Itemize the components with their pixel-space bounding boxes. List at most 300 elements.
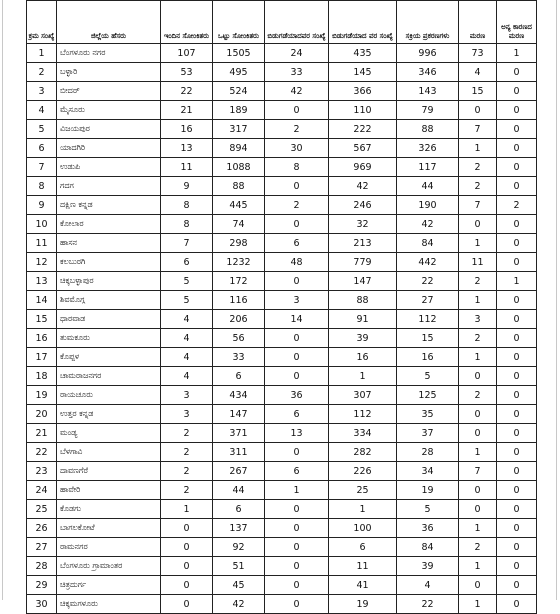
- table-row: [27, 481, 537, 500]
- discharged-today-cell: 48: [265, 253, 329, 272]
- serial-cell: 9: [27, 196, 57, 215]
- district-cell: ಕಲಬುರಗಿ: [57, 253, 161, 272]
- active-cases-cell: 22: [397, 272, 459, 291]
- table-row: [27, 82, 537, 101]
- discharged-today-cell: 33: [265, 63, 329, 82]
- deaths-cell: 7: [459, 120, 497, 139]
- discharged-today-cell: 0: [265, 557, 329, 576]
- other-deaths-cell: 0: [497, 424, 537, 443]
- serial-cell: 3: [27, 82, 57, 101]
- active-cases-cell: 996: [397, 44, 459, 63]
- total-cases-cell: 74: [213, 215, 265, 234]
- discharged-today-cell: 0: [265, 538, 329, 557]
- discharged-total-cell: 334: [329, 424, 397, 443]
- active-cases-cell: 16: [397, 348, 459, 367]
- discharged-total-cell: 307: [329, 386, 397, 405]
- active-cases-cell: 27: [397, 291, 459, 310]
- table-row: [27, 386, 537, 405]
- discharged-today-cell: 6: [265, 462, 329, 481]
- serial-cell: 26: [27, 519, 57, 538]
- table-row: [27, 177, 537, 196]
- discharged-total-cell: 91: [329, 310, 397, 329]
- today-cases-cell: 3: [161, 405, 213, 424]
- discharged-total-cell: 145: [329, 63, 397, 82]
- today-cases-cell: 11: [161, 158, 213, 177]
- other-deaths-cell: 0: [497, 215, 537, 234]
- active-cases-cell: 37: [397, 424, 459, 443]
- total-cases-cell: 311: [213, 443, 265, 462]
- serial-cell: 20: [27, 405, 57, 424]
- deaths-cell: 7: [459, 196, 497, 215]
- discharged-total-cell: 112: [329, 405, 397, 424]
- active-cases-cell: 88: [397, 120, 459, 139]
- table-row: [27, 234, 537, 253]
- other-deaths-cell: 0: [497, 538, 537, 557]
- today-cases-cell: 6: [161, 253, 213, 272]
- deaths-cell: 1: [459, 443, 497, 462]
- discharged-today-cell: 0: [265, 101, 329, 120]
- active-cases-cell: 36: [397, 519, 459, 538]
- table-row: [27, 272, 537, 291]
- other-deaths-cell: 0: [497, 386, 537, 405]
- table-row: [27, 63, 537, 82]
- active-cases-cell: 28: [397, 443, 459, 462]
- table-row: [27, 196, 537, 215]
- district-cell: ಶಿವಮೊಗ್ಗ: [57, 291, 161, 310]
- table-row: [27, 329, 537, 348]
- total-cases-cell: 92: [213, 538, 265, 557]
- header-serial-number: ಕ್ರಮ ಸಂಖ್ಯೆ: [27, 1, 57, 44]
- discharged-total-cell: 366: [329, 82, 397, 101]
- discharged-today-cell: 1: [265, 481, 329, 500]
- serial-cell: 27: [27, 538, 57, 557]
- district-cell: ಯಾದಗಿರಿ: [57, 139, 161, 158]
- deaths-cell: 0: [459, 405, 497, 424]
- discharged-total-cell: 226: [329, 462, 397, 481]
- other-deaths-cell: 0: [497, 101, 537, 120]
- discharged-total-cell: 6: [329, 538, 397, 557]
- discharged-today-cell: 0: [265, 443, 329, 462]
- serial-cell: 28: [27, 557, 57, 576]
- deaths-cell: 0: [459, 424, 497, 443]
- today-cases-cell: 3: [161, 386, 213, 405]
- deaths-cell: 2: [459, 177, 497, 196]
- discharged-today-cell: 6: [265, 405, 329, 424]
- deaths-cell: 0: [459, 481, 497, 500]
- table-row: [27, 462, 537, 481]
- total-cases-cell: 1088: [213, 158, 265, 177]
- serial-cell: 15: [27, 310, 57, 329]
- total-cases-cell: 116: [213, 291, 265, 310]
- district-cell: ವಿಜಯಪುರ: [57, 120, 161, 139]
- discharged-today-cell: 3: [265, 291, 329, 310]
- district-cell: ಬಾಗಲಕೋಟೆ: [57, 519, 161, 538]
- deaths-cell: 1: [459, 234, 497, 253]
- discharged-total-cell: 32: [329, 215, 397, 234]
- table-row: [27, 538, 537, 557]
- serial-cell: 4: [27, 101, 57, 120]
- today-cases-cell: 8: [161, 215, 213, 234]
- table-row: [27, 158, 537, 177]
- active-cases-cell: 442: [397, 253, 459, 272]
- deaths-cell: 7: [459, 462, 497, 481]
- other-deaths-cell: 0: [497, 329, 537, 348]
- discharged-today-cell: 0: [265, 329, 329, 348]
- district-cell: ಕೋಲಾರ: [57, 215, 161, 234]
- discharged-total-cell: 213: [329, 234, 397, 253]
- total-cases-cell: 894: [213, 139, 265, 158]
- district-cell: ಕೊಪ್ಪಳ: [57, 348, 161, 367]
- deaths-cell: 4: [459, 63, 497, 82]
- discharged-total-cell: 110: [329, 101, 397, 120]
- table-row: [27, 291, 537, 310]
- deaths-cell: 1: [459, 348, 497, 367]
- district-cell: ತುಮಕೂರು: [57, 329, 161, 348]
- active-cases-cell: 84: [397, 234, 459, 253]
- discharged-today-cell: 2: [265, 120, 329, 139]
- active-cases-cell: 35: [397, 405, 459, 424]
- serial-cell: 13: [27, 272, 57, 291]
- today-cases-cell: 2: [161, 481, 213, 500]
- total-cases-cell: 495: [213, 63, 265, 82]
- today-cases-cell: 4: [161, 329, 213, 348]
- serial-cell: 29: [27, 576, 57, 595]
- header-total-cases: ಒಟ್ಟು ಸೋಂಕಿತರು: [213, 1, 265, 44]
- serial-cell: 24: [27, 481, 57, 500]
- discharged-total-cell: 16: [329, 348, 397, 367]
- deaths-cell: 0: [459, 367, 497, 386]
- today-cases-cell: 22: [161, 82, 213, 101]
- discharged-today-cell: 8: [265, 158, 329, 177]
- discharged-today-cell: 0: [265, 177, 329, 196]
- table-row: [27, 139, 537, 158]
- other-deaths-cell: 0: [497, 576, 537, 595]
- other-deaths-cell: 0: [497, 462, 537, 481]
- district-cell: ಬೆಂಗಳೂರು ಗ್ರಾಮಾಂತರ: [57, 557, 161, 576]
- discharged-today-cell: 0: [265, 272, 329, 291]
- other-deaths-cell: 1: [497, 44, 537, 63]
- serial-cell: 12: [27, 253, 57, 272]
- discharged-total-cell: 100: [329, 519, 397, 538]
- total-cases-cell: 44: [213, 481, 265, 500]
- active-cases-cell: 34: [397, 462, 459, 481]
- district-cell: ರಾಯಚೂರು: [57, 386, 161, 405]
- discharged-today-cell: 0: [265, 576, 329, 595]
- table-row: [27, 443, 537, 462]
- serial-cell: 8: [27, 177, 57, 196]
- page-right-border: [556, 0, 557, 600]
- total-cases-cell: 445: [213, 196, 265, 215]
- today-cases-cell: 0: [161, 595, 213, 614]
- discharged-total-cell: 42: [329, 177, 397, 196]
- active-cases-cell: 143: [397, 82, 459, 101]
- table-row: [27, 310, 537, 329]
- other-deaths-cell: 1: [497, 272, 537, 291]
- discharged-total-cell: 25: [329, 481, 397, 500]
- active-cases-cell: 326: [397, 139, 459, 158]
- discharged-today-cell: 42: [265, 82, 329, 101]
- discharged-total-cell: 41: [329, 576, 397, 595]
- other-deaths-cell: 0: [497, 519, 537, 538]
- deaths-cell: 2: [459, 386, 497, 405]
- today-cases-cell: 4: [161, 367, 213, 386]
- discharged-today-cell: 0: [265, 500, 329, 519]
- total-cases-cell: 33: [213, 348, 265, 367]
- total-cases-cell: 51: [213, 557, 265, 576]
- discharged-total-cell: 969: [329, 158, 397, 177]
- total-cases-cell: 1505: [213, 44, 265, 63]
- district-cell: ಚಿತ್ರದುರ್ಗ: [57, 576, 161, 595]
- active-cases-cell: 19: [397, 481, 459, 500]
- active-cases-cell: 15: [397, 329, 459, 348]
- serial-cell: 25: [27, 500, 57, 519]
- active-cases-cell: 42: [397, 215, 459, 234]
- serial-cell: 18: [27, 367, 57, 386]
- district-cell: ಚಾಮರಾಜನಗರ: [57, 367, 161, 386]
- table-row: [27, 348, 537, 367]
- table-body: [27, 44, 537, 614]
- total-cases-cell: 298: [213, 234, 265, 253]
- discharged-today-cell: 30: [265, 139, 329, 158]
- other-deaths-cell: 0: [497, 348, 537, 367]
- total-cases-cell: 42: [213, 595, 265, 614]
- discharged-today-cell: 2: [265, 196, 329, 215]
- today-cases-cell: 2: [161, 443, 213, 462]
- discharged-total-cell: 282: [329, 443, 397, 462]
- serial-cell: 10: [27, 215, 57, 234]
- other-deaths-cell: 0: [497, 158, 537, 177]
- discharged-total-cell: 19: [329, 595, 397, 614]
- deaths-cell: 0: [459, 500, 497, 519]
- discharged-today-cell: 0: [265, 367, 329, 386]
- today-cases-cell: 21: [161, 101, 213, 120]
- deaths-cell: 1: [459, 291, 497, 310]
- district-cell: ಬಳ್ಳಾರಿ: [57, 63, 161, 82]
- deaths-cell: 0: [459, 101, 497, 120]
- other-deaths-cell: 0: [497, 500, 537, 519]
- active-cases-cell: 22: [397, 595, 459, 614]
- other-deaths-cell: 0: [497, 139, 537, 158]
- other-deaths-cell: 0: [497, 63, 537, 82]
- header-active-cases: ಸಕ್ರಿಯ ಪ್ರಕರಣಗಳು: [397, 1, 459, 44]
- table-row: [27, 367, 537, 386]
- discharged-total-cell: 147: [329, 272, 397, 291]
- serial-cell: 11: [27, 234, 57, 253]
- discharged-total-cell: 11: [329, 557, 397, 576]
- other-deaths-cell: 0: [497, 120, 537, 139]
- district-cell: ಧಾರವಾಡ: [57, 310, 161, 329]
- other-deaths-cell: 0: [497, 481, 537, 500]
- today-cases-cell: 2: [161, 462, 213, 481]
- serial-cell: 14: [27, 291, 57, 310]
- deaths-cell: 1: [459, 519, 497, 538]
- today-cases-cell: 16: [161, 120, 213, 139]
- serial-cell: 21: [27, 424, 57, 443]
- other-deaths-cell: 0: [497, 253, 537, 272]
- today-cases-cell: 0: [161, 538, 213, 557]
- total-cases-cell: 1232: [213, 253, 265, 272]
- discharged-today-cell: 36: [265, 386, 329, 405]
- serial-cell: 6: [27, 139, 57, 158]
- table-row: [27, 44, 537, 63]
- header-today-cases: ಇಂದಿನ ಸೋಂಕಿತರು: [161, 1, 213, 44]
- other-deaths-cell: 0: [497, 443, 537, 462]
- district-cell: ಬೆಂಗಳೂರು ನಗರ: [57, 44, 161, 63]
- serial-cell: 22: [27, 443, 57, 462]
- active-cases-cell: 79: [397, 101, 459, 120]
- active-cases-cell: 112: [397, 310, 459, 329]
- discharged-today-cell: 14: [265, 310, 329, 329]
- district-cell: ಗದಗ: [57, 177, 161, 196]
- table-row: [27, 405, 537, 424]
- serial-cell: 16: [27, 329, 57, 348]
- district-cell: ದಕ್ಷಿಣ ಕನ್ನಡ: [57, 196, 161, 215]
- discharged-total-cell: 1: [329, 500, 397, 519]
- deaths-cell: 11: [459, 253, 497, 272]
- discharged-today-cell: 24: [265, 44, 329, 63]
- active-cases-cell: 190: [397, 196, 459, 215]
- other-deaths-cell: 0: [497, 177, 537, 196]
- active-cases-cell: 5: [397, 500, 459, 519]
- other-deaths-cell: 0: [497, 367, 537, 386]
- serial-cell: 7: [27, 158, 57, 177]
- serial-cell: 5: [27, 120, 57, 139]
- deaths-cell: 2: [459, 538, 497, 557]
- total-cases-cell: 371: [213, 424, 265, 443]
- active-cases-cell: 5: [397, 367, 459, 386]
- discharged-today-cell: 13: [265, 424, 329, 443]
- active-cases-cell: 125: [397, 386, 459, 405]
- total-cases-cell: 172: [213, 272, 265, 291]
- district-cell: ಬೆಳಗಾವಿ: [57, 443, 161, 462]
- serial-cell: 1: [27, 44, 57, 63]
- discharged-total-cell: 567: [329, 139, 397, 158]
- total-cases-cell: 56: [213, 329, 265, 348]
- district-cell: ಮೈಸೂರು: [57, 101, 161, 120]
- active-cases-cell: 84: [397, 538, 459, 557]
- other-deaths-cell: 0: [497, 291, 537, 310]
- deaths-cell: 1: [459, 139, 497, 158]
- district-cell: ರಾಮನಗರ: [57, 538, 161, 557]
- district-cases-table: [26, 0, 537, 614]
- serial-cell: 2: [27, 63, 57, 82]
- today-cases-cell: 4: [161, 310, 213, 329]
- total-cases-cell: 6: [213, 367, 265, 386]
- total-cases-cell: 317: [213, 120, 265, 139]
- deaths-cell: 2: [459, 329, 497, 348]
- discharged-total-cell: 1: [329, 367, 397, 386]
- district-cell: ಉತ್ತರ ಕನ್ನಡ: [57, 405, 161, 424]
- district-cell: ಬೀದರ್: [57, 82, 161, 101]
- discharged-today-cell: 6: [265, 234, 329, 253]
- district-cell: ಉಡುಪಿ: [57, 158, 161, 177]
- table-row: [27, 557, 537, 576]
- today-cases-cell: 8: [161, 196, 213, 215]
- discharged-total-cell: 246: [329, 196, 397, 215]
- discharged-today-cell: 0: [265, 348, 329, 367]
- today-cases-cell: 9: [161, 177, 213, 196]
- total-cases-cell: 137: [213, 519, 265, 538]
- district-cell: ಚಿಕ್ಕಬಳ್ಳಾಪುರ: [57, 272, 161, 291]
- deaths-cell: 73: [459, 44, 497, 63]
- today-cases-cell: 1: [161, 500, 213, 519]
- today-cases-cell: 2: [161, 424, 213, 443]
- today-cases-cell: 0: [161, 557, 213, 576]
- table-row: [27, 519, 537, 538]
- header-other-cause-deaths: ಅನ್ಯ ಕಾರಣದ ಮರಣ: [497, 1, 537, 44]
- today-cases-cell: 4: [161, 348, 213, 367]
- other-deaths-cell: 0: [497, 82, 537, 101]
- today-cases-cell: 5: [161, 291, 213, 310]
- deaths-cell: 15: [459, 82, 497, 101]
- discharged-total-cell: 222: [329, 120, 397, 139]
- total-cases-cell: 6: [213, 500, 265, 519]
- total-cases-cell: 147: [213, 405, 265, 424]
- table-row: [27, 101, 537, 120]
- deaths-cell: 3: [459, 310, 497, 329]
- header-discharged-total: ಬಿಡುಗಡೆಯಾದ ವರ ಸಂಖ್ಯೆ: [329, 1, 397, 44]
- discharged-today-cell: 0: [265, 595, 329, 614]
- other-deaths-cell: 0: [497, 595, 537, 614]
- today-cases-cell: 0: [161, 519, 213, 538]
- today-cases-cell: 5: [161, 272, 213, 291]
- deaths-cell: 2: [459, 272, 497, 291]
- total-cases-cell: 267: [213, 462, 265, 481]
- header-discharged-today: ಬಿಡುಗಡೆಯಾದವರ ಸಂಖ್ಯೆ: [265, 1, 329, 44]
- today-cases-cell: 7: [161, 234, 213, 253]
- discharged-today-cell: 0: [265, 215, 329, 234]
- today-cases-cell: 0: [161, 576, 213, 595]
- deaths-cell: 1: [459, 557, 497, 576]
- active-cases-cell: 117: [397, 158, 459, 177]
- discharged-today-cell: 0: [265, 519, 329, 538]
- district-cell: ಕೊಡಗು: [57, 500, 161, 519]
- total-cases-cell: 45: [213, 576, 265, 595]
- total-cases-cell: 189: [213, 101, 265, 120]
- other-deaths-cell: 0: [497, 557, 537, 576]
- table-row: [27, 595, 537, 614]
- deaths-cell: 1: [459, 595, 497, 614]
- page-left-border: [2, 0, 3, 600]
- active-cases-cell: 44: [397, 177, 459, 196]
- deaths-cell: 0: [459, 576, 497, 595]
- header-deaths: ಮರಣ: [459, 1, 497, 44]
- discharged-total-cell: 779: [329, 253, 397, 272]
- active-cases-cell: 346: [397, 63, 459, 82]
- table-row: [27, 424, 537, 443]
- table-row: [27, 253, 537, 272]
- discharged-total-cell: 88: [329, 291, 397, 310]
- discharged-total-cell: 39: [329, 329, 397, 348]
- deaths-cell: 2: [459, 158, 497, 177]
- table-row: [27, 576, 537, 595]
- other-deaths-cell: 0: [497, 405, 537, 424]
- district-cell: ಹಾಸನ: [57, 234, 161, 253]
- total-cases-cell: 206: [213, 310, 265, 329]
- table-row: [27, 215, 537, 234]
- active-cases-cell: 4: [397, 576, 459, 595]
- serial-cell: 23: [27, 462, 57, 481]
- today-cases-cell: 53: [161, 63, 213, 82]
- table-row: [27, 500, 537, 519]
- serial-cell: 30: [27, 595, 57, 614]
- today-cases-cell: 13: [161, 139, 213, 158]
- serial-cell: 17: [27, 348, 57, 367]
- active-cases-cell: 39: [397, 557, 459, 576]
- discharged-total-cell: 435: [329, 44, 397, 63]
- total-cases-cell: 524: [213, 82, 265, 101]
- serial-cell: 19: [27, 386, 57, 405]
